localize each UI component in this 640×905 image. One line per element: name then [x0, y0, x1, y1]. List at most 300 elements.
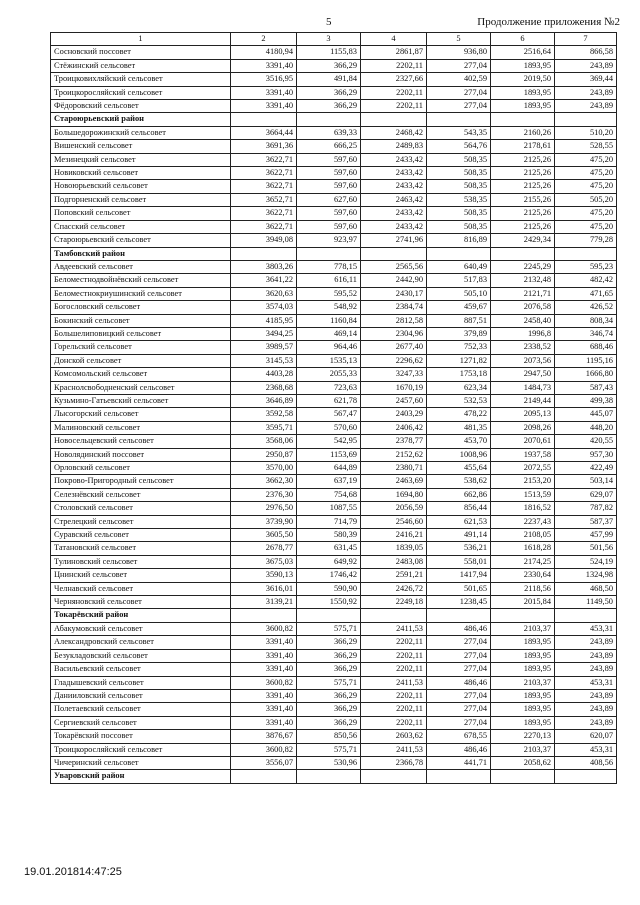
value-cell: 2152,62: [361, 448, 427, 461]
value-cell: 1893,95: [491, 689, 555, 702]
value-cell: 475,20: [555, 167, 617, 180]
value-cell: 2160,26: [491, 126, 555, 139]
value-cell: 2125,26: [491, 180, 555, 193]
value-cell: 3391,40: [231, 636, 297, 649]
value-cell: 2296,62: [361, 354, 427, 367]
value-cell: 752,33: [427, 341, 491, 354]
value-cell: 2202,11: [361, 100, 427, 113]
value-cell: 714,79: [297, 515, 361, 528]
value-cell: 575,71: [297, 622, 361, 635]
value-cell: 2591,21: [361, 569, 427, 582]
value-cell: 2108,05: [491, 529, 555, 542]
table-row: [51, 394, 617, 407]
value-cell: 3595,71: [231, 421, 297, 434]
settlement-name: Сергиевский сельсовет: [51, 716, 231, 729]
value-cell: 277,04: [427, 100, 491, 113]
value-cell: 501,56: [555, 542, 617, 555]
table-row: [51, 327, 617, 340]
column-header: 3: [297, 33, 361, 46]
empty-cell: [555, 113, 617, 126]
value-cell: 2174,25: [491, 555, 555, 568]
value-cell: 3622,71: [231, 167, 297, 180]
table-row: [51, 86, 617, 99]
settlement-name: Челнавский сельсовет: [51, 582, 231, 595]
settlement-name: Данииловский сельсовет: [51, 689, 231, 702]
value-cell: 2202,11: [361, 59, 427, 72]
value-cell: 3247,33: [361, 368, 427, 381]
value-cell: 2237,43: [491, 515, 555, 528]
value-cell: 597,60: [297, 153, 361, 166]
value-cell: 2380,71: [361, 462, 427, 475]
table-row: [51, 689, 617, 702]
settlement-name: Новоюрьевский сельсовет: [51, 180, 231, 193]
value-cell: 366,29: [297, 636, 361, 649]
settlement-name: Покрово-Пригородный сельсовет: [51, 475, 231, 488]
value-cell: 475,20: [555, 207, 617, 220]
value-cell: 3391,40: [231, 663, 297, 676]
empty-cell: [297, 113, 361, 126]
value-cell: 2489,83: [361, 140, 427, 153]
table-row: [51, 716, 617, 729]
value-cell: 1618,28: [491, 542, 555, 555]
value-cell: 564,76: [427, 140, 491, 153]
value-cell: 2468,42: [361, 126, 427, 139]
value-cell: 505,10: [427, 287, 491, 300]
table-row: [51, 703, 617, 716]
value-cell: 2149,44: [491, 394, 555, 407]
settlement-name: Комсомольский сельсовет: [51, 368, 231, 381]
empty-cell: [361, 609, 427, 622]
value-cell: 1484,73: [491, 381, 555, 394]
value-cell: 2812,58: [361, 314, 427, 327]
district-section-row: [51, 609, 617, 622]
value-cell: 597,60: [297, 207, 361, 220]
value-cell: 482,42: [555, 274, 617, 287]
value-cell: 866,58: [555, 46, 617, 59]
value-cell: 524,19: [555, 555, 617, 568]
value-cell: 366,29: [297, 716, 361, 729]
column-number-row: [51, 33, 617, 46]
value-cell: 2426,72: [361, 582, 427, 595]
value-cell: 536,21: [427, 542, 491, 555]
value-cell: 3622,71: [231, 180, 297, 193]
empty-cell: [491, 609, 555, 622]
value-cell: 1893,95: [491, 703, 555, 716]
value-cell: 538,35: [427, 193, 491, 206]
value-cell: 2430,17: [361, 287, 427, 300]
value-cell: 448,20: [555, 421, 617, 434]
value-cell: 422,49: [555, 462, 617, 475]
table-row: [51, 140, 617, 153]
value-cell: 1996,8: [491, 327, 555, 340]
value-cell: 621,78: [297, 394, 361, 407]
table-row: [51, 502, 617, 515]
value-cell: 1417,94: [427, 569, 491, 582]
empty-cell: [491, 247, 555, 260]
value-cell: 629,07: [555, 488, 617, 501]
table-row: [51, 529, 617, 542]
table-row: [51, 462, 617, 475]
settlement-name: Селезнёвский сельсовет: [51, 488, 231, 501]
value-cell: 640,49: [427, 260, 491, 273]
value-cell: 3600,82: [231, 743, 297, 756]
value-cell: 580,39: [297, 529, 361, 542]
value-cell: 649,92: [297, 555, 361, 568]
value-cell: 517,83: [427, 274, 491, 287]
value-cell: 402,59: [427, 73, 491, 86]
value-cell: 277,04: [427, 689, 491, 702]
table-row: [51, 676, 617, 689]
value-cell: 2433,42: [361, 153, 427, 166]
value-cell: 3568,06: [231, 435, 297, 448]
value-cell: 678,55: [427, 730, 491, 743]
value-cell: 3494,25: [231, 327, 297, 340]
table-row: [51, 314, 617, 327]
value-cell: 2677,40: [361, 341, 427, 354]
value-cell: 475,20: [555, 153, 617, 166]
settlement-name: Кузьмино-Гатьевский сельсовет: [51, 394, 231, 407]
value-cell: 2368,68: [231, 381, 297, 394]
value-cell: 277,04: [427, 703, 491, 716]
value-cell: 2073,56: [491, 354, 555, 367]
value-cell: 453,70: [427, 435, 491, 448]
value-cell: 570,60: [297, 421, 361, 434]
value-cell: 2178,61: [491, 140, 555, 153]
table-row: [51, 341, 617, 354]
value-cell: 1746,42: [297, 569, 361, 582]
value-cell: 627,60: [297, 193, 361, 206]
table-row: [51, 730, 617, 743]
settlement-name: Гладышевский сельсовет: [51, 676, 231, 689]
value-cell: 277,04: [427, 649, 491, 662]
value-cell: 587,37: [555, 515, 617, 528]
value-cell: 3691,36: [231, 140, 297, 153]
value-cell: 1893,95: [491, 663, 555, 676]
value-cell: 3739,90: [231, 515, 297, 528]
value-cell: 2202,11: [361, 663, 427, 676]
value-cell: 2058,62: [491, 756, 555, 769]
value-cell: 1839,05: [361, 542, 427, 555]
value-cell: 538,62: [427, 475, 491, 488]
value-cell: 243,89: [555, 689, 617, 702]
value-cell: 475,20: [555, 220, 617, 233]
data-table: [50, 32, 617, 784]
value-cell: 528,55: [555, 140, 617, 153]
district-name: Уваровский район: [51, 770, 231, 783]
value-cell: 481,35: [427, 421, 491, 434]
table-body: [51, 46, 617, 783]
value-cell: 277,04: [427, 663, 491, 676]
value-cell: 508,35: [427, 180, 491, 193]
value-cell: 3592,58: [231, 408, 297, 421]
table-row: [51, 301, 617, 314]
value-cell: 453,31: [555, 743, 617, 756]
table-row: [51, 274, 617, 287]
value-cell: 3556,07: [231, 756, 297, 769]
value-cell: 2098,26: [491, 421, 555, 434]
value-cell: 2202,11: [361, 689, 427, 702]
empty-cell: [297, 609, 361, 622]
value-cell: 548,92: [297, 301, 361, 314]
table-row: [51, 515, 617, 528]
value-cell: 277,04: [427, 636, 491, 649]
value-cell: 2376,30: [231, 488, 297, 501]
empty-cell: [297, 247, 361, 260]
table-row: [51, 622, 617, 635]
settlement-name: Большелиповицкий сельсовет: [51, 327, 231, 340]
value-cell: 3516,95: [231, 73, 297, 86]
value-cell: 2429,34: [491, 234, 555, 247]
value-cell: 2249,18: [361, 596, 427, 609]
value-cell: 2072,55: [491, 462, 555, 475]
value-cell: 486,46: [427, 743, 491, 756]
value-cell: 277,04: [427, 86, 491, 99]
value-cell: 621,53: [427, 515, 491, 528]
value-cell: 508,35: [427, 207, 491, 220]
value-cell: 486,46: [427, 622, 491, 635]
value-cell: 1666,80: [555, 368, 617, 381]
value-cell: 3675,03: [231, 555, 297, 568]
empty-cell: [555, 770, 617, 783]
value-cell: 243,89: [555, 703, 617, 716]
value-cell: 1670,19: [361, 381, 427, 394]
settlement-name: Мезинецкий сельсовет: [51, 153, 231, 166]
settlement-name: Новолядинский поссовет: [51, 448, 231, 461]
value-cell: 510,20: [555, 126, 617, 139]
value-cell: 346,74: [555, 327, 617, 340]
table-row: [51, 756, 617, 769]
settlement-name: Тулиновский сельсовет: [51, 555, 231, 568]
empty-cell: [555, 609, 617, 622]
value-cell: 3622,71: [231, 220, 297, 233]
value-cell: 366,29: [297, 86, 361, 99]
value-cell: 2103,37: [491, 743, 555, 756]
value-cell: 2678,77: [231, 542, 297, 555]
settlement-name: Староюрьевский сельсовет: [51, 234, 231, 247]
empty-cell: [231, 609, 297, 622]
value-cell: 856,44: [427, 502, 491, 515]
table-row: [51, 167, 617, 180]
value-cell: 243,89: [555, 649, 617, 662]
value-cell: 486,46: [427, 676, 491, 689]
value-cell: 441,71: [427, 756, 491, 769]
column-header: 1: [51, 33, 231, 46]
settlement-name: Лысогорский сельсовет: [51, 408, 231, 421]
value-cell: 2411,53: [361, 622, 427, 635]
value-cell: 688,46: [555, 341, 617, 354]
value-cell: 1513,59: [491, 488, 555, 501]
value-cell: 2070,61: [491, 435, 555, 448]
value-cell: 455,64: [427, 462, 491, 475]
value-cell: 3570,00: [231, 462, 297, 475]
value-cell: 587,43: [555, 381, 617, 394]
value-cell: 457,99: [555, 529, 617, 542]
value-cell: 543,35: [427, 126, 491, 139]
value-cell: 3391,40: [231, 689, 297, 702]
value-cell: 505,20: [555, 193, 617, 206]
value-cell: 3652,71: [231, 193, 297, 206]
value-cell: 2245,29: [491, 260, 555, 273]
table-row: [51, 234, 617, 247]
value-cell: 1195,16: [555, 354, 617, 367]
value-cell: 2202,11: [361, 636, 427, 649]
empty-cell: [231, 247, 297, 260]
settlement-name: Беломестнодвойнёвский сельсовет: [51, 274, 231, 287]
value-cell: 2304,96: [361, 327, 427, 340]
value-cell: 639,33: [297, 126, 361, 139]
settlement-name: Спасский сельсовет: [51, 220, 231, 233]
value-cell: 1753,18: [427, 368, 491, 381]
value-cell: 3145,53: [231, 354, 297, 367]
value-cell: 3664,44: [231, 126, 297, 139]
value-cell: 595,52: [297, 287, 361, 300]
settlement-name: Троицкоросляйский сельсовет: [51, 743, 231, 756]
value-cell: 3622,71: [231, 153, 297, 166]
value-cell: 2384,74: [361, 301, 427, 314]
table-row: [51, 421, 617, 434]
table-row: [51, 569, 617, 582]
value-cell: 3620,63: [231, 287, 297, 300]
value-cell: 2947,50: [491, 368, 555, 381]
settlement-name: Троицкоросляйский сельсовет: [51, 86, 231, 99]
column-header: 7: [555, 33, 617, 46]
settlement-name: Васильевский сельсовет: [51, 663, 231, 676]
value-cell: 3391,40: [231, 59, 297, 72]
value-cell: 637,19: [297, 475, 361, 488]
value-cell: 2546,60: [361, 515, 427, 528]
value-cell: 478,22: [427, 408, 491, 421]
value-cell: 379,89: [427, 327, 491, 340]
district-section-row: [51, 113, 617, 126]
value-cell: 532,53: [427, 394, 491, 407]
value-cell: 2976,50: [231, 502, 297, 515]
value-cell: 2055,33: [297, 368, 361, 381]
value-cell: 503,14: [555, 475, 617, 488]
value-cell: 3600,82: [231, 622, 297, 635]
table-row: [51, 663, 617, 676]
value-cell: 2095,13: [491, 408, 555, 421]
value-cell: 4403,28: [231, 368, 297, 381]
settlement-name: Донской сельсовет: [51, 354, 231, 367]
value-cell: 2338,52: [491, 341, 555, 354]
value-cell: 644,89: [297, 462, 361, 475]
value-cell: 2132,48: [491, 274, 555, 287]
empty-cell: [427, 770, 491, 783]
table-row: [51, 180, 617, 193]
table-row: [51, 475, 617, 488]
value-cell: 1893,95: [491, 100, 555, 113]
settlement-name: Большедорожинский сельсовет: [51, 126, 231, 139]
value-cell: 575,71: [297, 743, 361, 756]
value-cell: 1893,95: [491, 86, 555, 99]
value-cell: 597,60: [297, 220, 361, 233]
value-cell: 1324,98: [555, 569, 617, 582]
value-cell: 2442,90: [361, 274, 427, 287]
value-cell: 2153,20: [491, 475, 555, 488]
value-cell: 1550,92: [297, 596, 361, 609]
value-cell: 501,65: [427, 582, 491, 595]
print-timestamp: 19.01.201814:47:25: [24, 866, 122, 878]
settlement-name: Фёдоровский сельсовет: [51, 100, 231, 113]
table-row: [51, 153, 617, 166]
value-cell: 243,89: [555, 663, 617, 676]
table-row: [51, 354, 617, 367]
value-cell: 243,89: [555, 716, 617, 729]
value-cell: 366,29: [297, 59, 361, 72]
value-cell: 3391,40: [231, 716, 297, 729]
settlement-name: Стрелецкий сельсовет: [51, 515, 231, 528]
value-cell: 1160,84: [297, 314, 361, 327]
value-cell: 2202,11: [361, 703, 427, 716]
table-row: [51, 596, 617, 609]
value-cell: 530,96: [297, 756, 361, 769]
value-cell: 3662,30: [231, 475, 297, 488]
table-row: [51, 555, 617, 568]
value-cell: 1893,95: [491, 716, 555, 729]
empty-cell: [491, 113, 555, 126]
value-cell: 2330,64: [491, 569, 555, 582]
value-cell: 366,29: [297, 703, 361, 716]
value-cell: 2125,26: [491, 220, 555, 233]
value-cell: 1155,83: [297, 46, 361, 59]
value-cell: 243,89: [555, 636, 617, 649]
value-cell: 779,28: [555, 234, 617, 247]
table-row: [51, 287, 617, 300]
settlement-name: Суравский сельсовет: [51, 529, 231, 542]
value-cell: 2516,64: [491, 46, 555, 59]
table-row: [51, 207, 617, 220]
value-cell: 366,29: [297, 649, 361, 662]
table-row: [51, 46, 617, 59]
value-cell: 2458,40: [491, 314, 555, 327]
value-cell: 1008,96: [427, 448, 491, 461]
table-row: [51, 260, 617, 273]
district-section-row: [51, 247, 617, 260]
value-cell: 666,25: [297, 140, 361, 153]
value-cell: 597,60: [297, 167, 361, 180]
value-cell: 366,29: [297, 663, 361, 676]
table-row: [51, 126, 617, 139]
value-cell: 453,31: [555, 676, 617, 689]
value-cell: 787,82: [555, 502, 617, 515]
settlement-name: Бокинский сельсовет: [51, 314, 231, 327]
value-cell: 662,86: [427, 488, 491, 501]
value-cell: 631,45: [297, 542, 361, 555]
empty-cell: [361, 113, 427, 126]
value-cell: 2406,42: [361, 421, 427, 434]
value-cell: 597,60: [297, 180, 361, 193]
table-row: [51, 100, 617, 113]
value-cell: 2327,66: [361, 73, 427, 86]
value-cell: 723,63: [297, 381, 361, 394]
value-cell: 1149,50: [555, 596, 617, 609]
value-cell: 1937,58: [491, 448, 555, 461]
value-cell: 2463,42: [361, 193, 427, 206]
column-header: 5: [427, 33, 491, 46]
value-cell: 468,50: [555, 582, 617, 595]
value-cell: 2366,78: [361, 756, 427, 769]
settlement-name: Александровский сельсовет: [51, 636, 231, 649]
value-cell: 1816,52: [491, 502, 555, 515]
value-cell: 2118,56: [491, 582, 555, 595]
value-cell: 3391,40: [231, 100, 297, 113]
value-cell: 2155,26: [491, 193, 555, 206]
value-cell: 2125,26: [491, 207, 555, 220]
value-cell: 2416,21: [361, 529, 427, 542]
value-cell: 923,97: [297, 234, 361, 247]
empty-cell: [427, 609, 491, 622]
value-cell: 623,34: [427, 381, 491, 394]
